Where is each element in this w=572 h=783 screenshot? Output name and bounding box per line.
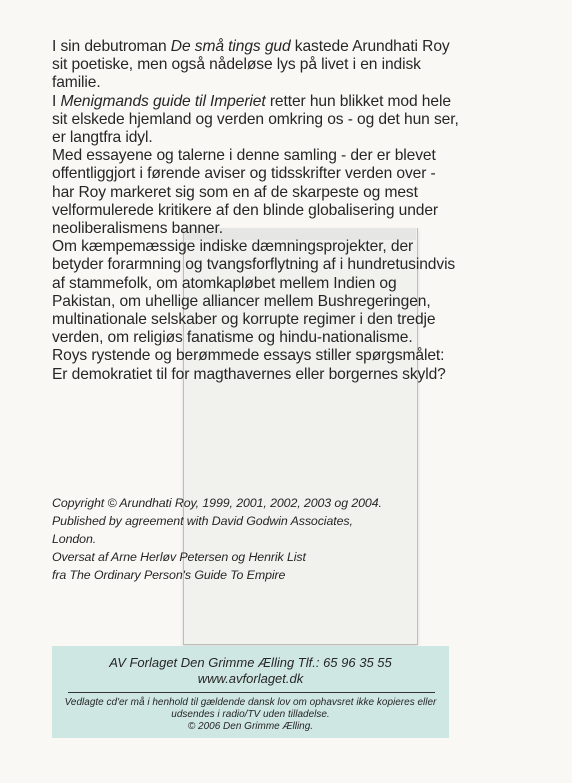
city-line: London. bbox=[52, 532, 97, 546]
original-title-line: fra The Ordinary Person's Guide To Empire bbox=[52, 568, 286, 582]
agreement-line: Published by agreement with David Godwin Associates, bbox=[52, 514, 353, 528]
book-title: Menigmands guide til Imperiet bbox=[60, 92, 266, 110]
paragraph-essays: Med essayene og talerne i denne samling - der er blevet offentliggjort i førende aviser og tidsskrifter verden over - har Roy markeret sig som en af de skarpeste og mest velformulerede kritikere af den blinde globalisering under neoliberalismens banner. bbox=[52, 147, 439, 238]
publisher-name: AV Forlaget Den Grimme Ælling Tlf.: 65 96 35 55 bbox=[109, 655, 392, 670]
paragraph-guide: I Menigmands guide til Imperiet retter hun blikket mod hele sit elskede hjemland og verden omkring os - og det hun ser, er langtfra idyl. bbox=[52, 92, 459, 147]
publisher-box bbox=[52, 646, 449, 738]
divider bbox=[68, 692, 435, 693]
novel-title: De små tings gud bbox=[170, 38, 291, 55]
publisher-url: www.avforlaget.dk bbox=[197, 671, 304, 686]
book-description bbox=[52, 38, 462, 384]
copyright-line: Copyright © Arundhati Roy, 1999, 2001, 2002, 2003 og 2004. bbox=[52, 496, 382, 510]
legal-notice: Vedlagte cd'er må i henhold til gældende dansk lov om ophavsret ikke kopieres eller udsendes i radio/TV uden tilladelse. bbox=[64, 697, 437, 720]
translators-line: Oversat af Arne Herløv Petersen og Henrik List bbox=[52, 550, 306, 564]
publisher-copyright: © 2006 Den Grimme Ælling. bbox=[187, 721, 314, 732]
credits-block bbox=[52, 494, 462, 584]
paragraph-question: Roys rystende og berømmede essays stiller spørgsmålet: Er demokratiet til for magthavernes eller borgernes skyld? bbox=[52, 347, 446, 383]
paragraph-topics: Om kæmpemæssige indiske dæmningsprojekter, der betyder forarmning og tvangsforflytning af i hundretusindvis af stammefolk, om atomkapløbet mellem Indien og Pakistan, om uhellige alliancer mellem Bushregeringen, multinationale selskaber og korrupte regimer i den tredje verden, om religiøs fanatisme og hindu-nationalisme. bbox=[52, 238, 456, 347]
paragraph-intro: I sin debutroman De små tings gud kastede Arundhati Roy sit poetiske, men også nådeløse lys på livet i en indisk familie. bbox=[52, 38, 450, 92]
